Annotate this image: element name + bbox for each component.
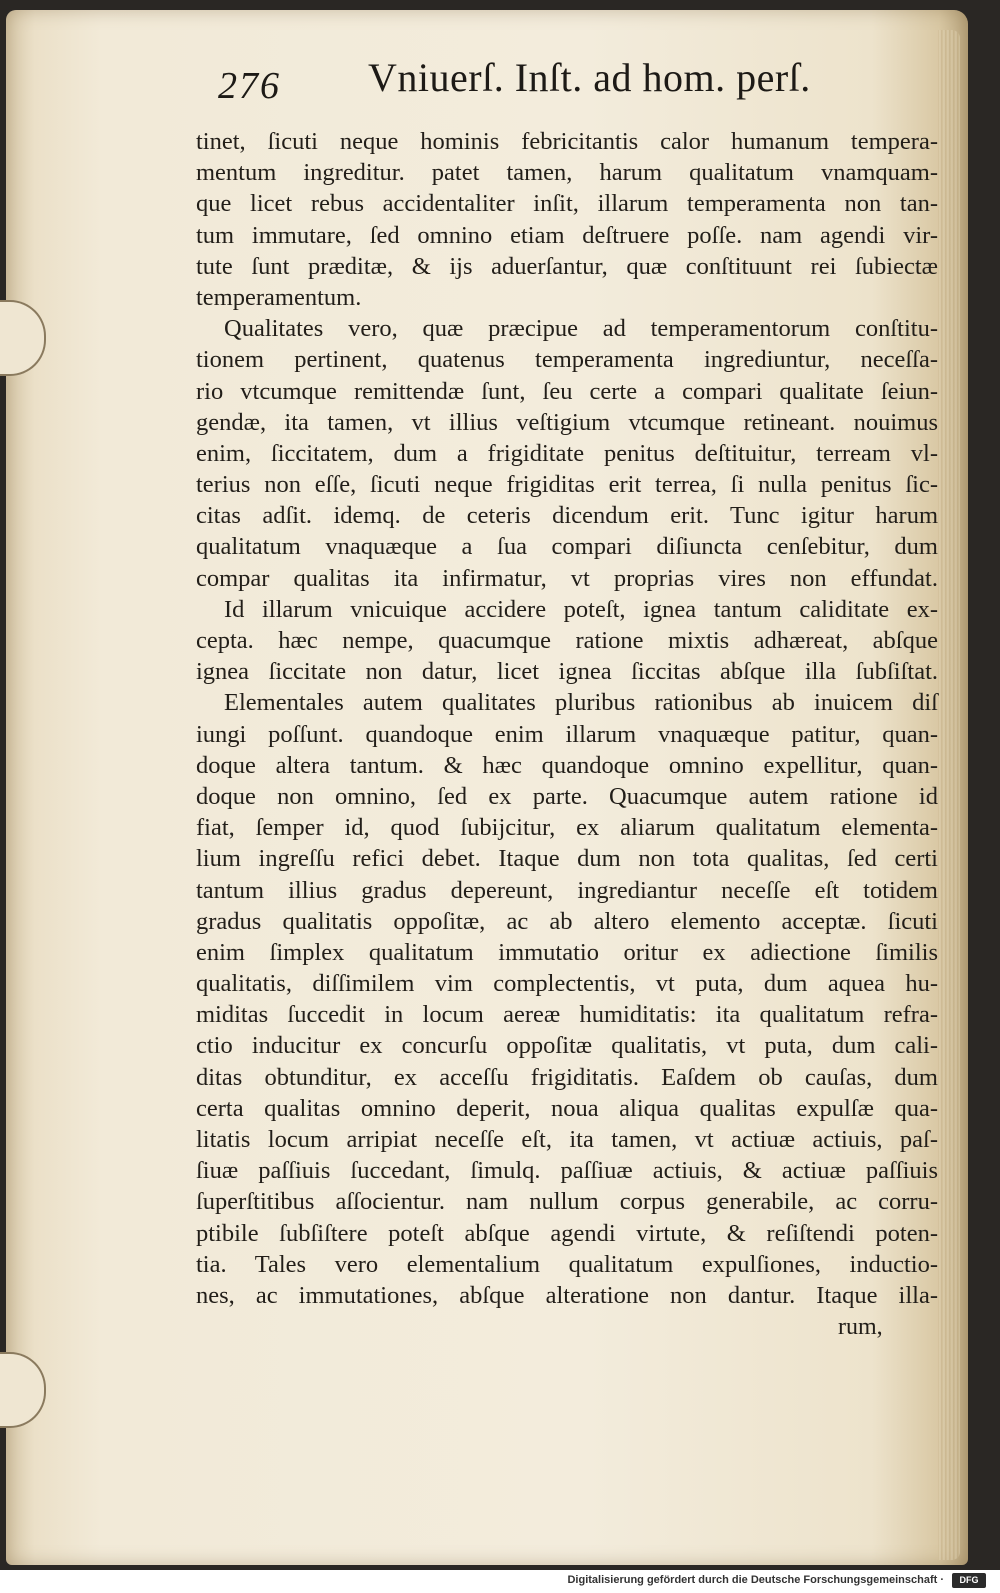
- page-number: 276: [218, 65, 281, 107]
- text-line: certa qualitas omnino deperit, noua aliqua qualitas expulſæ qua-: [196, 1094, 938, 1122]
- text-line: ctio inducitur ex concurſu oppoſitæ qualitatis, vt puta, dum cali-: [196, 1032, 938, 1060]
- text-line: ptibile ſubſiſtere poteſt abſque agendi virtute, & reſiſtendi poten-: [196, 1219, 938, 1247]
- page-edge-shading: [938, 30, 960, 1560]
- text-line: litatis locum arripiat neceſſe eſt, ita tamen, vt actiuæ actiuis, paſ-: [196, 1126, 938, 1153]
- text-line: enim ſimplex qualitatum immutatio oritur ex adiectione ſimilis: [196, 938, 938, 966]
- text-line: tantum illius gradus depereunt, ingrediantur neceſſe eſt totidem: [196, 876, 938, 904]
- text-line: nes, ac immutationes, abſque alteratione non dantur. Itaque illa-: [196, 1281, 938, 1309]
- text-line: citas adſit. idemq. de ceteris dicendum erit. Tunc igitur harum: [196, 502, 938, 530]
- text-line: qualitatum vnaquæque a ſua compari diſiuncta cenſebitur, dum: [196, 533, 938, 561]
- text-line: mentum ingreditur. patet tamen, harum qualitatum vnamquam-: [196, 159, 938, 187]
- text-line: iungi poſſunt. quandoque enim illarum vnaquæque patitur, quan-: [196, 720, 938, 748]
- page-header: [218, 52, 858, 112]
- text-line: miditas ſuccedit in locum aereæ humiditatis: ita qualitatum refra-: [196, 1001, 938, 1029]
- text-line: terius non eſſe, ſicuti neque frigiditas erit terrea, ſi nulla penitus ſic-: [196, 471, 938, 499]
- text-line: temperamentum.: [196, 283, 362, 311]
- text-line: gradus qualitatis oppoſitæ, ac ab altero elemento acceptæ. ſicuti: [196, 907, 938, 935]
- text-line: tum immutare, ſed omnino etiam deſtruere poſſe. nam agendi vir-: [196, 221, 938, 249]
- text-line: doque altera tantum. & hæc quandoque omnino expellitur, quan-: [196, 751, 938, 779]
- text-line: doque non omnino, ſed ex parte. Quacumque autem ratione id: [196, 782, 938, 810]
- text-line: gendæ, ita tamen, vt illius veſtigium vtcumque retineant. nouimus: [196, 408, 938, 436]
- running-head: Vniuerſ. Inſt. ad hom. perſ.: [368, 55, 811, 100]
- text-line: lium ingreſſu refici debet. Itaque dum non tota qualitas, ſed certi: [196, 845, 938, 873]
- text-line: que licet rebus accidentaliter inſit, illarum temperamenta non tan-: [196, 190, 938, 218]
- text-line: ſiuæ paſſiuis ſuccedant, ſimulq. paſſiuæ actiuis, & actiuæ paſſiuis: [196, 1157, 938, 1185]
- text-line: Qualitates vero, quæ præcipue ad temperamentorum conſtitu-: [224, 315, 938, 343]
- text-line: ignea ſiccitate non datur, licet ignea ſiccitas abſque illa ſubſiſtat.: [196, 658, 938, 686]
- text-line: tia. Tales vero elementalium qualitatum expulſiones, inductio-: [196, 1250, 938, 1278]
- text-line: tute ſunt præditæ, & ijs aduerſantur, quæ conſtituunt rei ſubiectæ: [196, 252, 938, 280]
- text-line: cepta. hæc nempe, quacumque ratione mixtis adhæreat, abſque: [196, 627, 938, 654]
- text-line: compar qualitas ita infirmatur, vt proprias vires non effundat.: [196, 564, 938, 592]
- body-text: [196, 126, 938, 1311]
- text-line: Elementales autem qualitates pluribus rationibus ab inuicem diſ: [224, 689, 938, 717]
- text-line: fiat, ſemper id, quod ſubijcitur, ex aliarum qualitatum elementa-: [196, 814, 938, 842]
- text-line: qualitatis, diſſimilem vim complectentis, vt puta, dum aquea hu-: [196, 970, 938, 998]
- text-line: rio vtcumque remittendæ ſunt, ſeu certe a compari qualitate ſeiun-: [196, 377, 938, 405]
- text-line: tinet, ſicuti neque hominis febricitantis calor humanum tempera-: [196, 128, 938, 155]
- text-line: ſuperſtitibus aſſocientur. nam nullum corpus generabile, ac corru-: [196, 1188, 938, 1216]
- text-line: ditas obtunditur, ex acceſſu frigiditatis. Eaſdem ob cauſas, dum: [196, 1063, 938, 1091]
- footer-credit: Digitalisierung gefördert durch die Deutsche Forschungsgemeinschaft ·: [567, 1574, 944, 1586]
- catchword: rum,: [838, 1314, 883, 1340]
- text-line: tionem pertinent, quatenus temperamenta ingrediuntur, neceſſa-: [196, 346, 938, 374]
- footer-bar: [0, 1570, 1000, 1593]
- dfg-logo-icon: DFG: [952, 1573, 986, 1588]
- text-line: enim, ſiccitatem, dum a frigiditate penitus deſtituitur, terream vl-: [196, 439, 938, 467]
- text-line: Id illarum vnicuique accidere poteſt, ignea tantum caliditate ex-: [224, 595, 938, 623]
